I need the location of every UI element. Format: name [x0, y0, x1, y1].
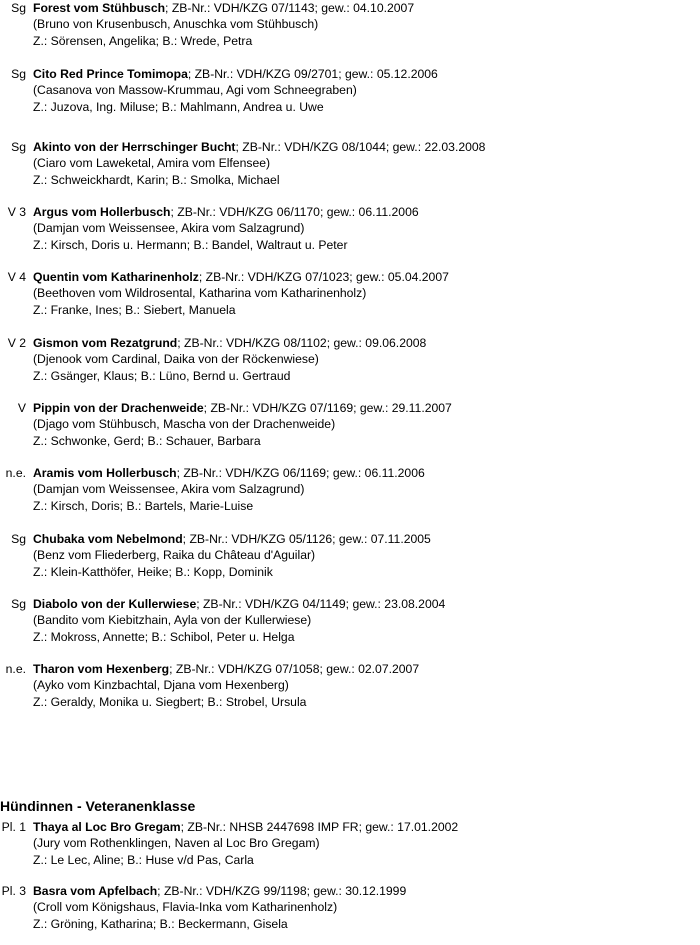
entry-headline	[33, 269, 449, 285]
rating: V 4	[7, 270, 26, 284]
breeder-owner: Z.: Kirsch, Doris; B.: Bartels, Marie-Luise	[33, 498, 254, 513]
entry-headline	[33, 66, 438, 82]
breeder-owner: Z.: Franke, Ines; B.: Siebert, Manuela	[33, 302, 236, 317]
dog-name: Akinto von der Herrschinger Bucht	[33, 140, 236, 154]
breeder-owner: Z.: Sörensen, Angelika; B.: Wrede, Petra	[33, 33, 253, 48]
entry-headline	[33, 465, 425, 481]
dog-name: Forest vom Stühbusch	[33, 1, 166, 15]
registration-details: ; ZB-Nr.: VDH/KZG 06/1170; gew.: 06.11.2006	[170, 205, 419, 219]
dog-name: Thaya al Loc Bro Gregam	[33, 820, 181, 834]
parents: (Bandito vom Kiebitzhain, Ayla von der Kullerwiese)	[33, 613, 312, 628]
parents: (Bruno von Krusenbusch, Anuschka vom Stühbusch)	[33, 17, 319, 32]
parents: (Djenook vom Cardinal, Daika von der Röckenwiese)	[33, 352, 319, 367]
rating: Pl. 1	[1, 820, 26, 834]
entry-headline	[33, 335, 426, 351]
dog-name: Diabolo von der Kullerwiese	[33, 597, 197, 611]
rating: Sg	[11, 140, 26, 154]
registration-details: ; ZB-Nr.: VDH/KZG 07/1169; gew.: 29.11.2007	[203, 401, 452, 415]
breeder-owner: Z.: Le Lec, Aline; B.: Huse v/d Pas, Carla	[33, 852, 254, 867]
entry-headline	[33, 204, 419, 220]
parents: (Beethoven vom Wildrosental, Katharina vom Katharinenholz)	[33, 286, 367, 301]
breeder-owner: Z.: Geraldy, Monika u. Siegbert; B.: Strobel, Ursula	[33, 694, 307, 709]
registration-details: ; ZB-Nr.: VDH/KZG 08/1102; gew.: 09.06.2008	[177, 336, 427, 350]
parents: (Damjan vom Weissensee, Akira vom Salzagrund)	[33, 482, 305, 497]
entry-headline	[33, 596, 445, 612]
dog-name: Argus vom Hollerbusch	[33, 205, 171, 219]
dog-name: Basra vom Apfelbach	[33, 884, 158, 898]
breeder-owner: Z.: Gröning, Katharina; B.: Beckermann, Gisela	[33, 916, 288, 931]
entry-headline	[33, 661, 419, 677]
parents: (Damjan vom Weissensee, Akira vom Salzagrund)	[33, 221, 305, 236]
dog-name: Cito Red Prince Tomimopa	[33, 67, 188, 81]
dog-name: Chubaka vom Nebelmond	[33, 532, 183, 546]
breeder-owner: Z.: Gsänger, Klaus; B.: Lüno, Bernd u. Gertraud	[33, 368, 291, 383]
registration-details: ; ZB-Nr.: VDH/KZG 06/1169; gew.: 06.11.2006	[176, 466, 425, 480]
breeder-owner: Z.: Mokross, Annette; B.: Schibol, Peter u. Helga	[33, 629, 295, 644]
rating: Sg	[11, 1, 26, 15]
dog-name: Quentin vom Katharinenholz	[33, 270, 199, 284]
parents: (Casanova von Massow-Krummau, Agi vom Schneegraben)	[33, 83, 357, 98]
rating: Sg	[11, 597, 26, 611]
dog-name: Tharon vom Hexenberg	[33, 662, 170, 676]
parents: (Jury vom Rothenklingen, Naven al Loc Bro Gregam)	[33, 836, 320, 851]
breeder-owner: Z.: Schweickhardt, Karin; B.: Smolka, Michael	[33, 172, 280, 187]
entry-headline	[33, 531, 431, 547]
dog-name: Aramis vom Hollerbusch	[33, 466, 177, 480]
rating: V	[17, 401, 26, 415]
rating: Pl. 3	[1, 884, 26, 898]
registration-details: ; ZB-Nr.: VDH/KZG 09/2701; gew.: 05.12.2006	[187, 67, 438, 81]
parents: (Benz vom Fliederberg, Raika du Château d'Aguilar)	[33, 548, 316, 563]
rating: V 3	[7, 205, 26, 219]
section-title: Hündinnen - Veteranenklasse	[0, 798, 196, 814]
registration-details: ; ZB-Nr.: VDH/KZG 04/1149; gew.: 23.08.2004	[196, 597, 446, 611]
rating: Sg	[11, 532, 26, 546]
parents: (Djago vom Stühbusch, Mascha von der Drachenweide)	[33, 417, 336, 432]
breeder-owner: Z.: Schwonke, Gerd; B.: Schauer, Barbara	[33, 433, 261, 448]
breeder-owner: Z.: Juzova, Ing. Miluse; B.: Mahlmann, Andrea u. Uwe	[33, 99, 324, 114]
registration-details: ; ZB-Nr.: VDH/KZG 99/1198; gew.: 30.12.1999	[157, 884, 407, 898]
breeder-owner: Z.: Klein-Katthöfer, Heike; B.: Kopp, Dominik	[33, 564, 273, 579]
entry-headline	[33, 883, 406, 899]
entry-headline	[33, 819, 458, 835]
breeder-owner: Z.: Kirsch, Doris u. Hermann; B.: Bandel, Waltraut u. Peter	[33, 237, 348, 252]
registration-details: ; ZB-Nr.: VDH/KZG 08/1044; gew.: 22.03.2008	[235, 140, 486, 154]
entry-headline	[33, 139, 485, 155]
parents: (Ayko vom Kinzbachtal, Djana vom Hexenberg)	[33, 678, 289, 693]
registration-details: ; ZB-Nr.: VDH/KZG 07/1058; gew.: 02.07.2007	[169, 662, 420, 676]
registration-details: ; ZB-Nr.: VDH/KZG 05/1126; gew.: 07.11.2005	[182, 532, 431, 546]
parents: (Croll vom Königshaus, Flavia-Inka vom Katharinenholz)	[33, 900, 338, 915]
registration-details: ; ZB-Nr.: VDH/KZG 07/1023; gew.: 05.04.2007	[198, 270, 449, 284]
entry-headline	[33, 400, 452, 416]
rating: n.e.	[5, 662, 26, 676]
rating: V 2	[7, 336, 26, 350]
entry-headline	[33, 0, 414, 16]
registration-details: ; ZB-Nr.: NHSB 2447698 IMP FR; gew.: 17.01.2002	[180, 820, 459, 834]
parents: (Ciaro vom Laweketal, Amira vom Elfensee)	[33, 156, 271, 171]
dog-name: Gismon vom Rezatgrund	[33, 336, 178, 350]
registration-details: ; ZB-Nr.: VDH/KZG 07/1143; gew.: 04.10.2007	[165, 1, 415, 15]
rating: Sg	[11, 67, 26, 81]
dog-name: Pippin von der Drachenweide	[33, 401, 204, 415]
rating: n.e.	[5, 466, 26, 480]
